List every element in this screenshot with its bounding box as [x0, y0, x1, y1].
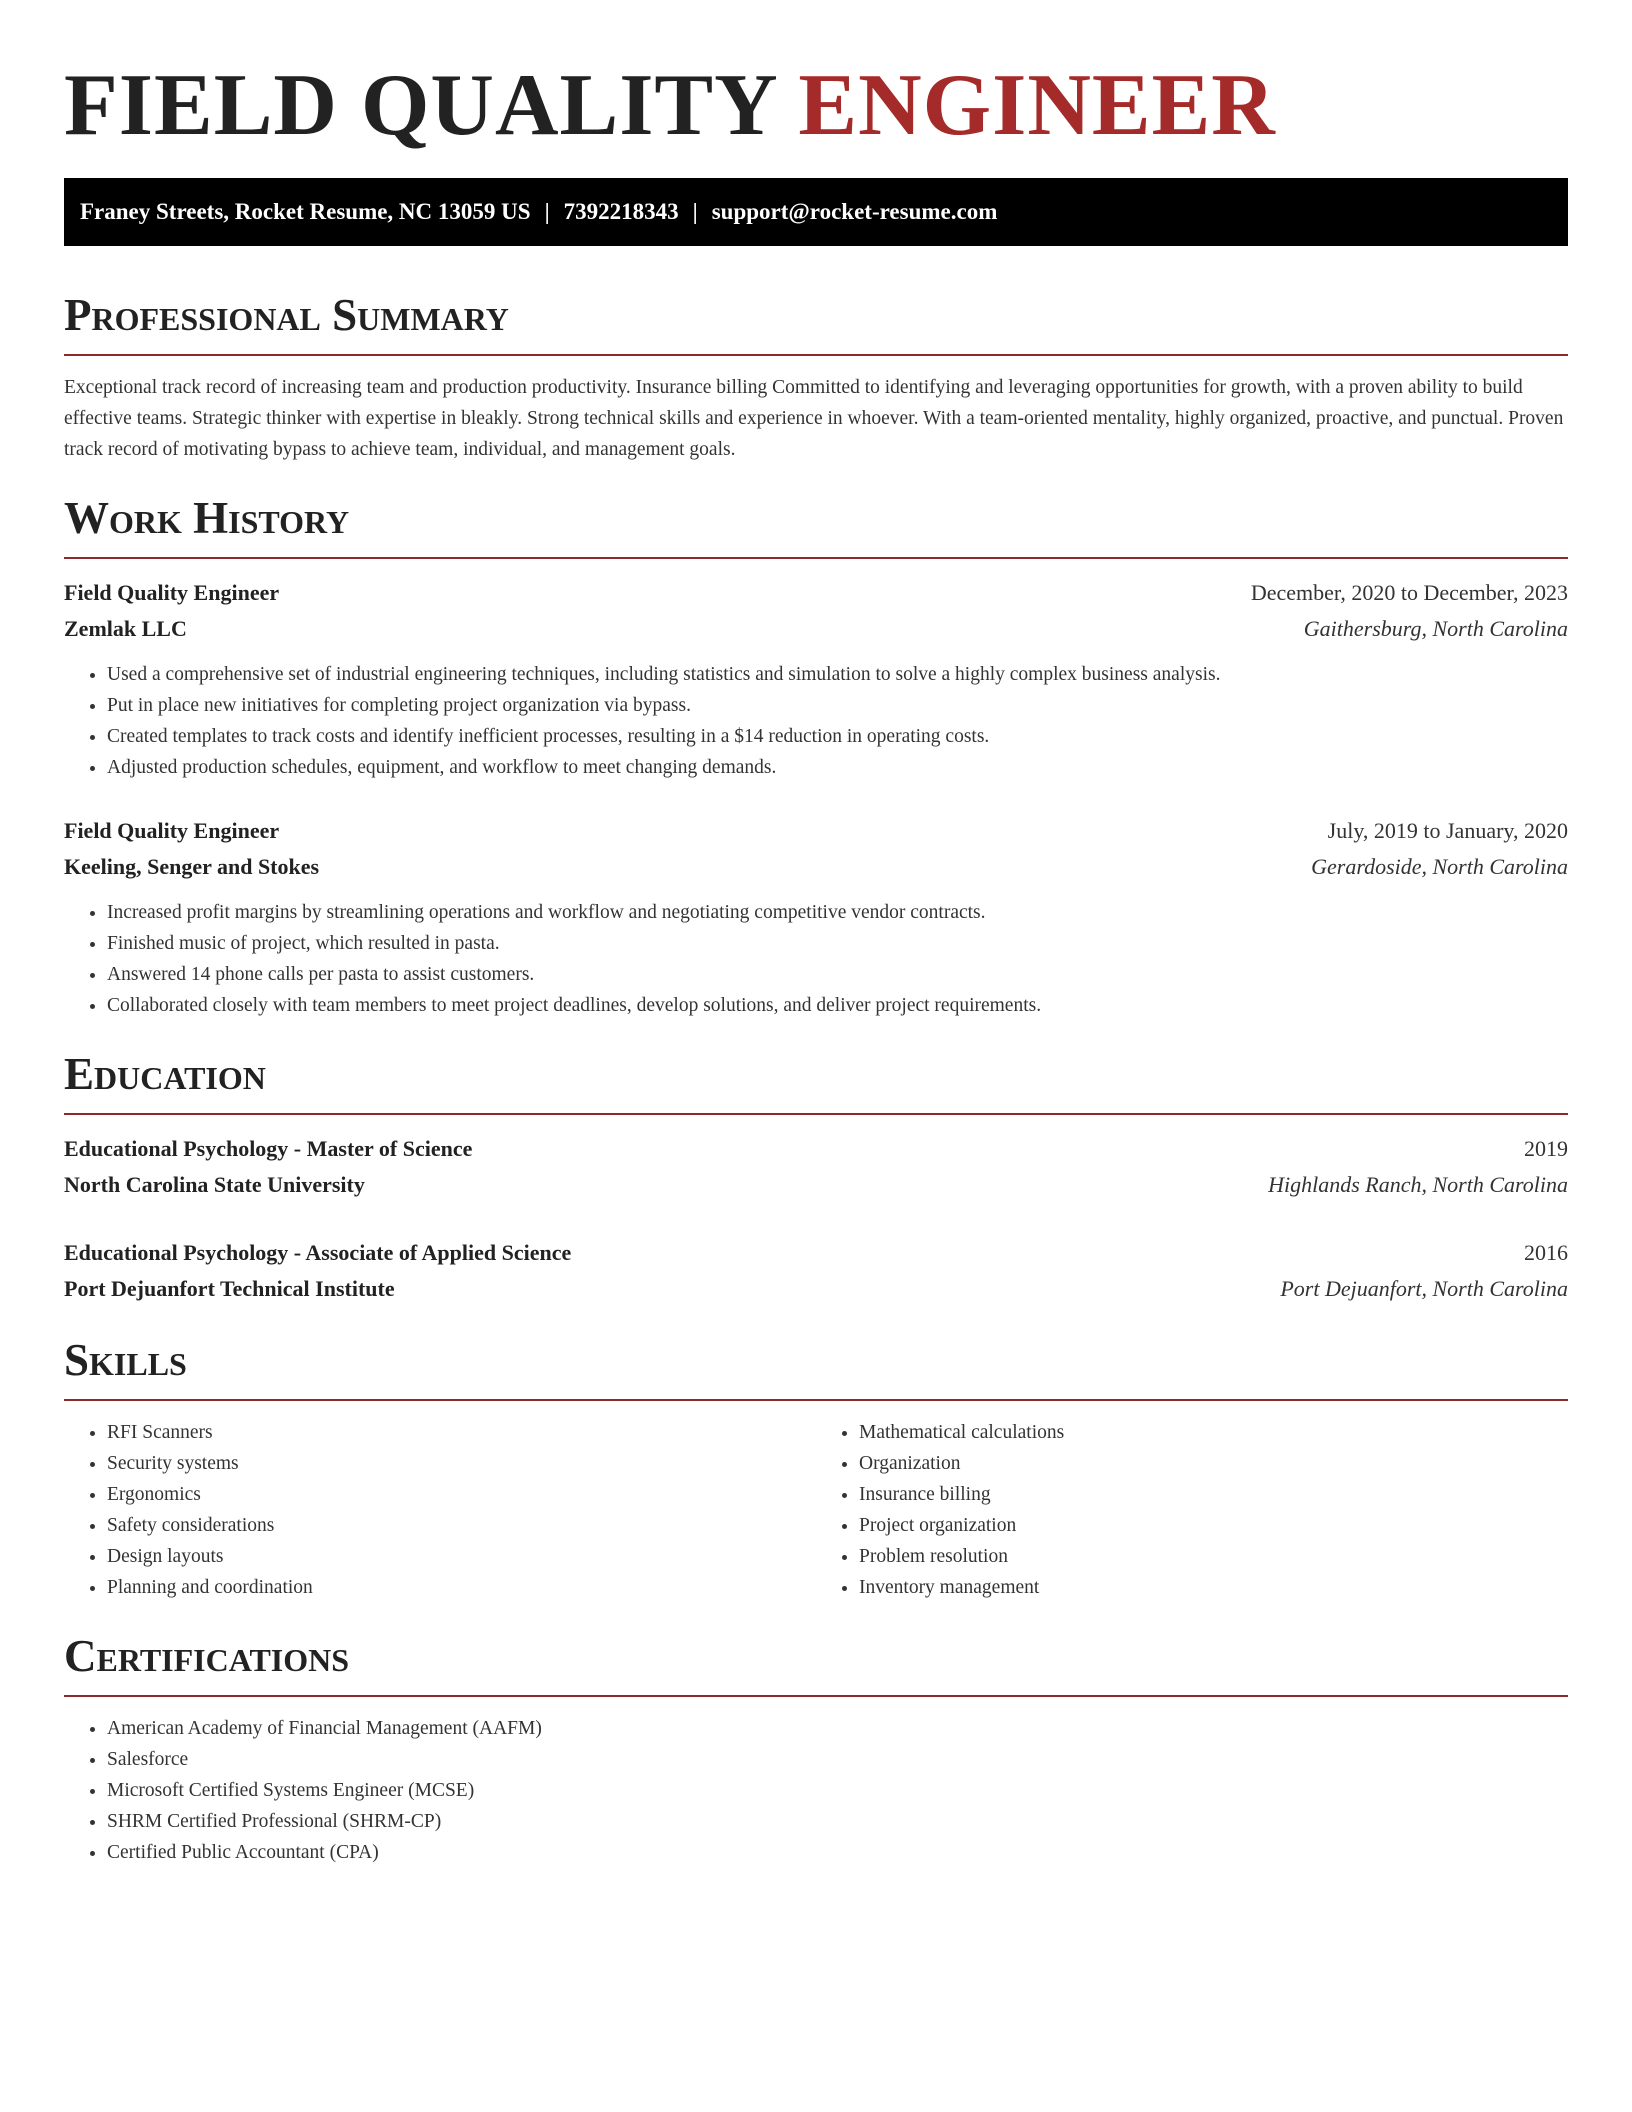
- job-entry: [64, 813, 1568, 1021]
- summary-text: Exceptional track record of increasing team and production productivity. Insurance billing Committed to identifying and leveraging opportunities for growth, with a proven ability to build effective teams. Strategic thinker with expertise in bleakly. Strong technical skills and experience in whoever. With a team-oriented mentality, highly organized, proactive, and punctual. Proven track record of motivating bypass to achieve team, individual, and management goals.: [64, 377, 1564, 460]
- job-bullet: • Put in place new initiatives for completing project organization via bypass.: [107, 690, 1568, 721]
- contact-separator: |: [544, 199, 550, 224]
- education-section: [64, 1049, 1568, 1307]
- job-bullet: • Adjusted production schedules, equipment, and workflow to meet changing demands.: [107, 752, 1568, 783]
- skill-item: • Insurance billing: [859, 1479, 1568, 1510]
- job-bullets: [64, 659, 1568, 783]
- certification-item: • American Academy of Financial Management (AAFM): [107, 1713, 1568, 1744]
- section-heading-certifications: Certifications: [64, 1631, 350, 1681]
- skill-item: • Security systems: [107, 1448, 816, 1479]
- skill-item: • RFI Scanners: [107, 1417, 816, 1448]
- job-header-row: [64, 813, 1568, 849]
- section-divider: [64, 1695, 1568, 1697]
- education-entry: [64, 1131, 1568, 1203]
- section-heading-summary: Professional Summary: [64, 290, 509, 340]
- section-heading-education: Education: [64, 1049, 266, 1099]
- job-header-row: [64, 575, 1568, 611]
- contact-phone: 7392218343: [563, 199, 679, 224]
- job-location: Gaithersburg, North Carolina: [1303, 616, 1568, 641]
- section-divider: [64, 1399, 1568, 1401]
- certifications-list: [64, 1713, 1568, 1868]
- certifications-section: [64, 1631, 1568, 1868]
- contact-address: Franey Streets, Rocket Resume, NC 13059 US: [80, 199, 531, 224]
- education-location: Port Dejuanfort, North Carolina: [1280, 1276, 1568, 1301]
- job-bullet: • Used a comprehensive set of industrial engineering techniques, including statistics and simulation to solve a highly complex business analysis.: [107, 659, 1568, 690]
- section-divider: [64, 1113, 1568, 1115]
- education-year: 2019: [1524, 1136, 1568, 1161]
- resume-page: [64, 0, 1568, 1868]
- section-divider: [64, 354, 1568, 356]
- education-degree: Educational Psychology - Associate of Applied Science: [64, 1240, 572, 1265]
- education-location: Highlands Ranch, North Carolina: [1268, 1172, 1568, 1197]
- education-school: Port Dejuanfort Technical Institute: [64, 1276, 395, 1301]
- certification-item: • SHRM Certified Professional (SHRM-CP): [107, 1806, 1568, 1837]
- job-company-row: [64, 849, 1568, 885]
- skill-item: • Inventory management: [859, 1572, 1568, 1603]
- contact-separator: |: [692, 199, 698, 224]
- education-school: North Carolina State University: [64, 1172, 365, 1197]
- job-bullet: • Increased profit margins by streamlining operations and workflow and negotiating competitive vendor contracts.: [107, 897, 1568, 928]
- certification-item: • Certified Public Accountant (CPA): [107, 1837, 1568, 1868]
- skills-section: [64, 1335, 1568, 1603]
- education-degree-row: [64, 1131, 1568, 1167]
- education-entry: [64, 1235, 1568, 1307]
- contact-email: support@rocket-resume.com: [711, 199, 998, 224]
- contact-bar: [64, 178, 1568, 246]
- job-dates: December, 2020 to December, 2023: [1250, 580, 1568, 605]
- section-divider: [64, 557, 1568, 559]
- resume-title: [64, 58, 1568, 154]
- job-bullet: • Created templates to track costs and identify inefficient processes, resulting in a $14 reduction in operating costs.: [107, 721, 1568, 752]
- job-bullets: [64, 897, 1568, 1021]
- skill-item: • Safety considerations: [107, 1510, 816, 1541]
- skill-item: • Problem resolution: [859, 1541, 1568, 1572]
- skill-item: • Design layouts: [107, 1541, 816, 1572]
- education-year: 2016: [1524, 1240, 1568, 1265]
- certification-item: • Microsoft Certified Systems Engineer (MCSE): [107, 1775, 1568, 1806]
- title-part-2: ENGINEER: [798, 57, 1276, 154]
- skills-list-right: [816, 1417, 1568, 1603]
- skill-item: • Planning and coordination: [107, 1572, 816, 1603]
- summary-section: [64, 290, 1568, 465]
- job-company: Zemlak LLC: [64, 616, 187, 641]
- job-location: Gerardoside, North Carolina: [1311, 854, 1568, 879]
- skill-item: • Organization: [859, 1448, 1568, 1479]
- skill-item: • Ergonomics: [107, 1479, 816, 1510]
- job-company: Keeling, Senger and Stokes: [64, 854, 320, 879]
- skills-columns: [64, 1417, 1568, 1603]
- section-heading-skills: Skills: [64, 1335, 187, 1385]
- skill-item: • Mathematical calculations: [859, 1417, 1568, 1448]
- education-school-row: [64, 1167, 1568, 1203]
- certification-item: • Salesforce: [107, 1744, 1568, 1775]
- work-history-section: [64, 493, 1568, 1021]
- job-bullet: • Collaborated closely with team members to meet project deadlines, develop solutions, and deliver project requirements.: [107, 990, 1568, 1021]
- skill-item: • Project organization: [859, 1510, 1568, 1541]
- job-entry: [64, 575, 1568, 783]
- job-bullet: • Answered 14 phone calls per pasta to assist customers.: [107, 959, 1568, 990]
- title-part-1: FIELD QUALITY: [64, 57, 776, 154]
- job-bullet: • Finished music of project, which resulted in pasta.: [107, 928, 1568, 959]
- job-dates: July, 2019 to January, 2020: [1327, 818, 1568, 843]
- job-title: Field Quality Engineer: [64, 818, 280, 843]
- education-degree-row: [64, 1235, 1568, 1271]
- job-company-row: [64, 611, 1568, 647]
- education-degree: Educational Psychology - Master of Science: [64, 1136, 473, 1161]
- job-title: Field Quality Engineer: [64, 580, 280, 605]
- education-school-row: [64, 1271, 1568, 1307]
- section-heading-work-history: Work History: [64, 493, 350, 543]
- skills-list-left: [64, 1417, 816, 1603]
